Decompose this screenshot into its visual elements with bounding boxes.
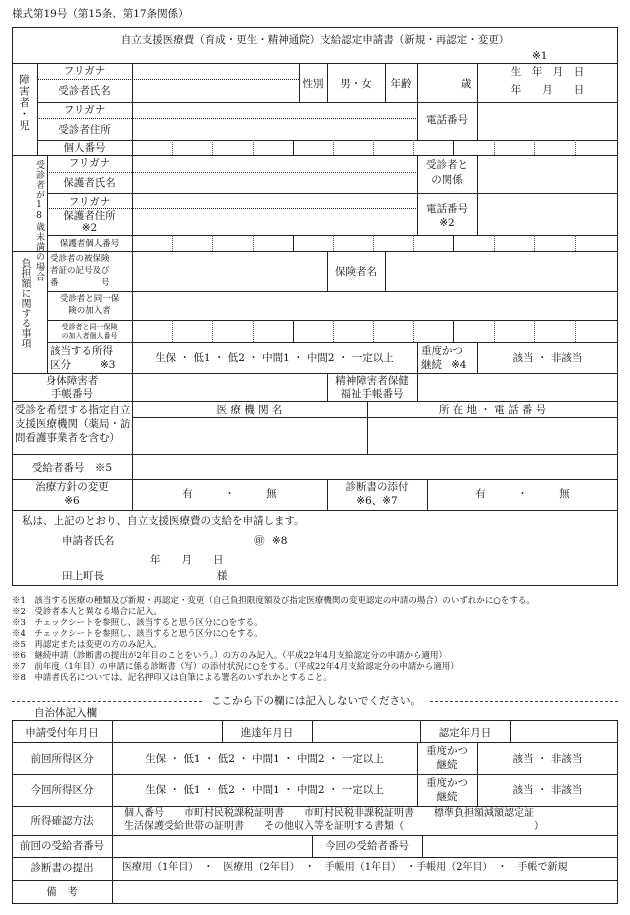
application-date: 年 月 日 xyxy=(150,554,224,566)
applicant-name-label: 申請者氏名 xyxy=(62,535,115,547)
office-section-title: 自治体記入欄 xyxy=(34,707,97,719)
insured-label-2: 者証の記号及び xyxy=(50,266,110,276)
prev-severe-label-2: 継続 xyxy=(436,759,458,771)
insurer-name-label: 保険者名 xyxy=(335,266,377,278)
treatment-change-options[interactable]: 有 ・ 無 xyxy=(182,488,277,500)
guardian-furigana-label: フリガナ xyxy=(68,157,111,169)
sex-label: 性別 xyxy=(302,78,324,90)
note-1: ※1 該当する医療の種類及び新規・再認定・変更（自己負担限度額及び指定医療機関の変更認定の申請の場合）のいずれかに○をする。 xyxy=(12,596,535,606)
prev-income-options[interactable]: 生保 ・ 低1 ・ 低2 ・ 中間1 ・ 中間2 ・ 一定以上 xyxy=(145,753,384,765)
patient-address-furigana-label: フリガナ xyxy=(63,104,106,116)
same-insurance-label-2: 険の加入者 xyxy=(68,306,111,316)
note-7: ※7 前年度（1年目）の申請に係る診断書（写）の添付状況に○をする。（平成22年4月支給認定分の申請から適用） xyxy=(12,662,459,672)
recipient-number-label: 受給者番号 ※5 xyxy=(31,462,113,474)
mental-handbook-label-2: 福祉手帳番号 xyxy=(340,388,404,400)
sex-options[interactable]: 男・女 xyxy=(340,78,372,90)
guardian-address-label: 保護者住所 xyxy=(63,210,116,222)
income-method-label: 所得確認方法 xyxy=(30,815,94,827)
relation-label-1: 受診者と xyxy=(426,159,468,171)
patient-phone-label: 電話番号 xyxy=(426,114,468,126)
certificate-attach-options[interactable]: 有 ・ 無 xyxy=(475,488,570,500)
guardian-address-furigana-label: フリガナ xyxy=(68,196,111,208)
income-method-line-1[interactable]: 個人番号 市町村民税課税証明書 市町村民税非課税証明書 標準負担額減額認定証 xyxy=(124,808,534,819)
note-3: ※3 チェックシートを参照し、該当すると思う区分に○をする。 xyxy=(12,618,263,628)
received-date-label: 申請受付年月日 xyxy=(25,727,99,739)
form-number: 様式第19号（第15条、第17条関係） xyxy=(12,8,189,20)
severe-continuous-options[interactable]: 該当 ・ 非該当 xyxy=(512,352,583,364)
severe-continuous-note: ※4 xyxy=(451,359,467,371)
seal-mark: ㊞ xyxy=(254,535,265,547)
same-insurance-id-label-2: の加入者個人番号 xyxy=(61,332,118,340)
curr-severe-options[interactable]: 該当 ・ 非該当 xyxy=(512,784,583,796)
note-2: ※2 受診者本人と異なる場合に記入。 xyxy=(12,607,162,617)
burden-section-label: 負担額に関する事項 xyxy=(19,258,30,348)
guardian-id-label: 保護者個人番号 xyxy=(59,239,120,249)
prev-income-label: 前回所得区分 xyxy=(30,753,94,765)
birth-date-label: 生 年 月 日 xyxy=(510,66,585,78)
physical-handbook-label-2: 手帳番号 xyxy=(51,388,93,400)
cut-line-right xyxy=(430,701,618,702)
income-category-options[interactable]: 生保 ・ 低1 ・ 低2 ・ 中間1 ・ 中間2 ・ 一定以上 xyxy=(155,352,394,364)
guardian-phone-label: 電話番号 xyxy=(426,203,468,215)
income-category-label-2: 区分 xyxy=(50,359,71,371)
prev-severe-label-1: 重度かつ xyxy=(426,745,468,757)
certificate-attach-label-2: ※6、※7 xyxy=(356,495,398,507)
note-8: ※8 申請者氏名については、記名押印又は自筆による署名のいずれかとすること。 xyxy=(12,673,332,683)
guardian-phone-note: ※2 xyxy=(439,217,455,229)
curr-income-options[interactable]: 生保 ・ 低1 ・ 低2 ・ 中間1 ・ 中間2 ・ 一定以上 xyxy=(145,784,384,796)
income-category-note: ※3 xyxy=(100,359,116,371)
honorific-label: 様 xyxy=(217,570,228,582)
guardian-name-label: 保護者氏名 xyxy=(63,177,116,189)
income-category-label-1: 該当する所得 xyxy=(50,345,113,357)
title-note: ※1 xyxy=(532,50,548,62)
physical-handbook-label-1: 身体障害者 xyxy=(45,375,99,387)
curr-income-label: 今回所得区分 xyxy=(30,784,94,796)
declaration-text: 私は、上記のとおり、自立支援医療費の支給を申請します。 xyxy=(22,515,305,527)
certificate-submit-label: 診断書の提出 xyxy=(30,862,94,874)
age-unit: 歳 xyxy=(461,78,472,90)
seal-note: ※8 xyxy=(272,535,288,547)
institution-label: 受診を希望する指定自立支援医療機関（薬局・訪問看護事業者を含む） xyxy=(15,404,131,444)
institution-name-header: 医 療 機 関 名 xyxy=(216,404,283,416)
form-title: 自立支援医療費（育成・更生・精神通院）支給認定申請書（新規・再認定・変更） xyxy=(120,34,510,46)
birth-date-format: 年 月 日 xyxy=(510,84,585,96)
certificate-attach-label-1: 診断書の添付 xyxy=(345,481,409,493)
note-4: ※4 チェックシートを参照し、該当すると思う区分に○をする。 xyxy=(12,629,263,639)
severe-continuous-label-2: 継続 xyxy=(421,359,442,371)
insured-label-3: 番 号 xyxy=(50,278,110,288)
patient-id-label: 個人番号 xyxy=(63,142,106,154)
same-insurance-id-label-1: 受診者と同一保険 xyxy=(61,323,118,331)
approved-date-label: 認定年月日 xyxy=(438,727,492,739)
curr-severe-label-2: 継続 xyxy=(436,791,458,803)
guardian-address-note: ※2 xyxy=(81,222,98,234)
patient-name-label: 受診者氏名 xyxy=(58,85,111,97)
patient-furigana-label: フリガナ xyxy=(63,65,106,77)
guardian-section-label: 受診者が18歳未満の場合 xyxy=(34,160,44,282)
income-method-line-2[interactable]: 生活保護受給世帯の証明書 その他収入等を証明する書類（ ） xyxy=(124,821,544,832)
note-6: ※6 継続申請（診断書の提出が2年目のことをいう。）の方のみ記入。（平成22年4月支給認定分の申請から適用） xyxy=(12,651,448,661)
mental-handbook-label-1: 精神障害者保健 xyxy=(335,375,409,387)
insured-label-1: 受診者の被保険 xyxy=(50,254,110,264)
severe-continuous-label-1: 重度かつ xyxy=(421,345,463,357)
curr-severe-label-1: 重度かつ xyxy=(426,777,468,789)
curr-recipient-label: 今回の受給者番号 xyxy=(325,840,409,852)
patient-address-label: 受診者住所 xyxy=(58,124,111,136)
cut-line-text: ここから下の欄には記入しないでください。 xyxy=(211,695,421,707)
prev-recipient-label: 前回の受給者番号 xyxy=(20,840,104,852)
treatment-change-label-2: ※6 xyxy=(64,495,80,507)
note-5: ※5 再認定または変更の方のみ記入。 xyxy=(12,640,162,650)
relation-label-2: の関係 xyxy=(431,174,463,186)
transmitted-date-label: 進達年月日 xyxy=(240,727,294,739)
mayor-label: 田上町長 xyxy=(62,570,104,582)
age-label: 年齢 xyxy=(390,78,412,90)
treatment-change-label-1: 治療方針の変更 xyxy=(35,481,109,493)
remarks-label: 備 考 xyxy=(46,886,78,898)
same-insurance-label-1: 受診者と同一保 xyxy=(59,294,120,304)
patient-section-label: 障害者・児 xyxy=(18,74,30,132)
institution-address-header: 所 在 地 ・ 電 話 番 号 xyxy=(438,404,547,416)
cut-line-left xyxy=(12,701,202,702)
prev-severe-options[interactable]: 該当 ・ 非該当 xyxy=(512,753,583,765)
certificate-submit-options[interactable]: 医療用（1年目） ・ 医療用（2年目） ・ 手帳用（1年目） ・手帳用（2年目） ・ 手帳で新規 xyxy=(122,862,568,873)
